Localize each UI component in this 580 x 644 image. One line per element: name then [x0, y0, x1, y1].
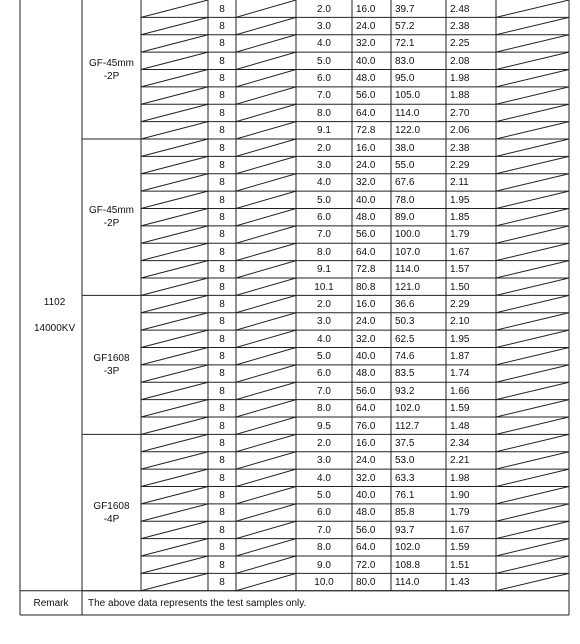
table-cell: 83.5	[395, 368, 415, 380]
table-cell: 2.11	[450, 177, 469, 189]
diagonal-strike	[141, 243, 208, 260]
diagonal-strike	[236, 487, 296, 504]
table-cell: 121.0	[395, 281, 421, 293]
diagonal-strike	[236, 139, 296, 156]
table-cell: 9.5	[317, 420, 331, 432]
table-cell: 16.0	[356, 298, 376, 310]
table-cell: 56.0	[356, 524, 376, 536]
table-cell: 114.0	[395, 264, 420, 276]
diagonal-strike	[236, 348, 296, 365]
diagonal-strike	[236, 87, 296, 104]
diagonal-strike	[141, 400, 208, 417]
table-cell: 64.0	[356, 403, 376, 415]
diagonal-strike	[141, 417, 208, 434]
table-cell: 5.0	[317, 490, 331, 501]
table-cell: 4.0	[317, 333, 331, 345]
diagonal-strike	[141, 365, 208, 382]
diagonal-strike	[496, 521, 569, 538]
table-cell: 1.85	[450, 212, 470, 223]
table-cell: 1.95	[450, 194, 470, 206]
diagonal-strike	[141, 295, 208, 312]
table-cell: 16.0	[356, 142, 376, 154]
table-cell: 8	[219, 420, 225, 432]
table-cell: 48.0	[356, 368, 376, 380]
diagonal-strike	[496, 400, 569, 417]
table-cell: 8	[219, 507, 225, 519]
table-cell: 4.0	[317, 472, 331, 484]
table-cell: 2.0	[317, 142, 331, 154]
table-cell: 80.8	[356, 281, 376, 293]
table-cell: 105.0	[395, 90, 421, 102]
diagonal-strike	[141, 278, 208, 295]
table-cell: 48.0	[356, 507, 376, 519]
table-cell: 2.29	[450, 298, 470, 310]
diagonal-strike	[141, 539, 208, 556]
diagonal-strike	[496, 0, 569, 17]
table-cell: 37.5	[395, 437, 415, 449]
diagonal-strike	[141, 348, 208, 365]
table-cell: 6.0	[317, 368, 331, 380]
table-cell: 8	[219, 20, 225, 32]
diagonal-strike	[236, 52, 296, 69]
diagonal-strike	[141, 504, 208, 521]
table-cell: 95.0	[395, 73, 415, 84]
table-cell: 3.0	[317, 20, 331, 32]
table-cell: 1.51	[450, 559, 470, 571]
table-cell: 2.0	[317, 3, 331, 15]
diagonal-strike	[236, 521, 296, 538]
diagonal-strike	[236, 295, 296, 312]
table-cell: 1.98	[450, 73, 470, 84]
table-cell: 89.0	[395, 212, 415, 223]
table-cell: 56.0	[356, 229, 376, 241]
diagonal-strike	[141, 17, 208, 34]
propeller-model: GF-45mm -2P	[89, 57, 134, 82]
diagonal-strike	[236, 70, 296, 87]
diagonal-strike	[141, 70, 208, 87]
diagonal-strike	[236, 0, 296, 17]
diagonal-strike	[141, 469, 208, 486]
diagonal-strike	[236, 365, 296, 382]
diagonal-strike	[236, 556, 296, 573]
propeller-model: GF1608 -4P	[93, 500, 130, 525]
table-cell: 16.0	[356, 3, 376, 15]
table-cell: 8	[219, 264, 225, 276]
diagonal-strike	[496, 35, 569, 52]
table-cell: 2.70	[450, 107, 470, 119]
table-cell: 40.0	[356, 194, 376, 206]
diagonal-strike	[236, 156, 296, 173]
table-cell: 93.7	[395, 524, 415, 536]
diagonal-strike	[496, 104, 569, 121]
table-cell: 8	[219, 524, 225, 536]
table-cell: 1.50	[450, 281, 470, 293]
diagonal-strike	[496, 382, 569, 399]
table-cell: 74.6	[395, 351, 415, 362]
diagonal-strike	[141, 139, 208, 156]
table-cell: 5.0	[317, 351, 331, 362]
table-cell: 1.98	[450, 472, 470, 484]
table-cell: 8	[219, 316, 225, 328]
table-cell: 32.0	[356, 333, 376, 345]
motor-model	[20, 283, 78, 348]
table-cell: 76.1	[395, 490, 415, 501]
table-cell: 48.0	[356, 73, 376, 84]
table-cell: 38.0	[395, 142, 415, 154]
table-cell: 2.34	[450, 437, 470, 449]
diagonal-strike	[236, 382, 296, 399]
table-cell: 114.0	[395, 107, 420, 119]
diagonal-strike	[141, 434, 208, 451]
diagonal-strike	[141, 52, 208, 69]
diagonal-strike	[236, 209, 296, 226]
table-cell: 1.74	[450, 368, 470, 380]
diagonal-strike	[141, 330, 208, 347]
table-cell: 8	[219, 403, 225, 415]
table-cell: 56.0	[356, 90, 376, 102]
table-cell: 6.0	[317, 212, 331, 223]
diagonal-strike	[141, 521, 208, 538]
table-cell: 57.2	[395, 20, 415, 32]
diagonal-strike	[496, 504, 569, 521]
table-cell: 1.66	[450, 385, 470, 397]
table-cell: 8	[219, 455, 225, 467]
table-cell: 7.0	[317, 385, 331, 397]
table-cell: 107.0	[395, 246, 421, 258]
table-cell: 63.3	[395, 472, 415, 484]
table-cell: 8	[219, 194, 225, 206]
table-cell: 50.3	[395, 316, 415, 328]
table-cell: 1.43	[450, 576, 470, 588]
table-cell: 7.0	[317, 90, 331, 102]
table-cell: 8	[219, 559, 225, 571]
table-cell: 80.0	[356, 576, 376, 588]
diagonal-strike	[141, 122, 208, 139]
diagonal-strike	[236, 504, 296, 521]
diagonal-strike	[236, 174, 296, 191]
table-cell: 8	[219, 246, 225, 258]
table-cell: 102.0	[395, 542, 421, 554]
diagonal-strike	[496, 295, 569, 312]
diagonal-strike	[496, 313, 569, 330]
table-cell: 8	[219, 542, 225, 554]
table-cell: 8	[219, 73, 225, 84]
table-cell: 2.25	[450, 38, 470, 50]
diagonal-strike	[236, 313, 296, 330]
table-cell: 3.0	[317, 455, 331, 467]
table-cell: 48.0	[356, 212, 376, 223]
table-cell: 8	[219, 90, 225, 102]
table-cell: 8	[219, 107, 225, 119]
remark-label: Remark	[33, 598, 69, 609]
table-cell: 64.0	[356, 107, 376, 119]
table-cell: 8	[219, 3, 225, 15]
table-cell: 1.67	[450, 524, 470, 536]
table-cell: 8.0	[317, 107, 331, 119]
table-cell: 83.0	[395, 55, 415, 67]
diagonal-strike	[496, 52, 569, 69]
diagonal-strike	[496, 174, 569, 191]
table-cell: 1.79	[450, 229, 470, 241]
motor-kv-line2: 14000KV	[33, 323, 76, 334]
diagonal-strike	[141, 382, 208, 399]
diagonal-strike	[496, 556, 569, 573]
table-cell: 72.1	[395, 38, 415, 50]
table-cell: 1.95	[450, 333, 470, 345]
diagonal-strike	[496, 226, 569, 243]
table-cell: 32.0	[356, 38, 376, 50]
table-cell: 8	[219, 212, 225, 223]
diagonal-strike	[236, 226, 296, 243]
table-cell: 4.0	[317, 38, 331, 50]
propeller-model: GF1608 -3P	[93, 352, 130, 377]
diagonal-strike	[141, 209, 208, 226]
diagonal-strike	[236, 330, 296, 347]
table-cell: 24.0	[356, 316, 376, 328]
table-cell: 1.59	[450, 542, 470, 554]
table-cell: 8	[219, 142, 225, 154]
table-cell: 8	[219, 385, 225, 397]
table-cell: 40.0	[356, 351, 376, 362]
table-cell: 4.0	[317, 177, 331, 189]
table-cell: 1.48	[450, 420, 470, 432]
table-cell: 72.8	[356, 125, 376, 137]
diagonal-strike	[236, 573, 296, 590]
table-cell: 9.0	[317, 559, 331, 571]
diagonal-strike	[496, 539, 569, 556]
table-cell: 8.0	[317, 246, 331, 258]
table-cell: 93.2	[395, 385, 415, 397]
diagonal-strike	[141, 35, 208, 52]
table-cell: 8	[219, 298, 225, 310]
table-cell: 8	[219, 281, 225, 293]
table-cell: 72.0	[356, 559, 376, 571]
table-cell: 8	[219, 472, 225, 484]
table-cell: 85.8	[395, 507, 415, 519]
table-cell: 1.59	[450, 403, 470, 415]
table-cell: 8	[219, 177, 225, 189]
table-cell: 5.0	[317, 194, 331, 206]
table-cell: 24.0	[356, 455, 376, 467]
diagonal-strike	[141, 191, 208, 208]
table-cell: 55.0	[395, 159, 415, 171]
table-cell: 32.0	[356, 177, 376, 189]
table-cell: 40.0	[356, 55, 376, 67]
table-cell: 1.88	[450, 90, 470, 102]
table-cell: 39.7	[395, 3, 415, 15]
diagonal-strike	[496, 452, 569, 469]
diagonal-strike	[496, 417, 569, 434]
table-cell: 1.79	[450, 507, 470, 519]
table-cell: 67.6	[395, 177, 415, 189]
table-cell: 8	[219, 333, 225, 345]
diagonal-strike	[236, 452, 296, 469]
table-cell: 24.0	[356, 20, 376, 32]
table-cell: 1.57	[450, 264, 470, 276]
table-cell: 8	[219, 576, 225, 588]
table-cell: 2.06	[450, 125, 470, 137]
table-cell: 32.0	[356, 472, 376, 484]
table-cell: 3.0	[317, 316, 331, 328]
table-cell: 78.0	[395, 194, 415, 206]
table-cell: 8	[219, 38, 225, 50]
diagonal-strike	[236, 469, 296, 486]
diagonal-strike	[141, 573, 208, 590]
table-cell: 8	[219, 351, 225, 362]
table-cell: 62.5	[395, 333, 415, 345]
diagonal-strike	[496, 191, 569, 208]
diagonal-strike	[496, 261, 569, 278]
table-cell: 64.0	[356, 542, 376, 554]
diagonal-strike	[236, 417, 296, 434]
diagonal-strike	[141, 87, 208, 104]
table-cell: 2.0	[317, 437, 331, 449]
diagonal-strike	[236, 400, 296, 417]
table-cell: 2.21	[450, 455, 470, 467]
table-cell: 122.0	[395, 125, 421, 137]
table-cell: 8	[219, 55, 225, 67]
diagonal-strike	[496, 70, 569, 87]
diagonal-strike	[236, 261, 296, 278]
diagonal-strike	[236, 104, 296, 121]
table-cell: 9.1	[317, 264, 331, 276]
table-cell: 1.87	[450, 351, 470, 362]
table-cell: 6.0	[317, 73, 331, 84]
table-cell: 8	[219, 368, 225, 380]
diagonal-strike	[496, 330, 569, 347]
diagonal-strike	[141, 452, 208, 469]
table-cell: 1.67	[450, 246, 470, 258]
table-cell: 24.0	[356, 159, 376, 171]
table-cell: 7.0	[317, 229, 331, 241]
diagonal-strike	[496, 348, 569, 365]
diagonal-strike	[496, 487, 569, 504]
table-cell: 2.0	[317, 298, 331, 310]
diagonal-strike	[236, 434, 296, 451]
table-cell: 40.0	[356, 490, 376, 501]
diagonal-strike	[236, 35, 296, 52]
diagonal-strike	[141, 261, 208, 278]
table-cell: 112.7	[395, 420, 420, 432]
table-cell: 7.0	[317, 524, 331, 536]
table-cell: 102.0	[395, 403, 421, 415]
diagonal-strike	[496, 278, 569, 295]
table-cell: 72.8	[356, 264, 376, 276]
diagonal-strike	[236, 191, 296, 208]
table-cell: 56.0	[356, 385, 376, 397]
table-cell: 2.29	[450, 159, 470, 171]
diagonal-strike	[496, 139, 569, 156]
table-cell: 3.0	[317, 159, 331, 171]
motor-model-line1: 1102	[43, 297, 66, 308]
table-cell: 53.0	[395, 455, 415, 467]
table-cell: 100.0	[395, 229, 421, 241]
diagonal-strike	[141, 313, 208, 330]
table-cell: 8	[219, 125, 225, 137]
diagonal-strike	[496, 365, 569, 382]
table-cell: 8.0	[317, 542, 331, 554]
remark-text: The above data represents the test samples only.	[88, 598, 307, 609]
table-cell: 2.10	[450, 316, 470, 328]
diagonal-strike	[496, 87, 569, 104]
table-cell: 8.0	[317, 403, 331, 415]
diagonal-strike	[496, 434, 569, 451]
diagonal-strike	[496, 17, 569, 34]
table-cell: 10.0	[314, 576, 334, 588]
table-cell: 1.90	[450, 490, 470, 501]
table-cell: 64.0	[356, 246, 376, 258]
table-cell: 6.0	[317, 507, 331, 519]
table-cell: 108.8	[395, 559, 421, 571]
table-cell: 10.1	[314, 281, 334, 293]
diagonal-strike	[496, 156, 569, 173]
table-cell: 2.38	[450, 142, 470, 154]
diagonal-strike	[496, 243, 569, 260]
diagonal-strike	[236, 243, 296, 260]
table-cell: 16.0	[356, 437, 376, 449]
diagonal-strike	[141, 226, 208, 243]
diagonal-strike	[141, 174, 208, 191]
diagonal-strike	[141, 104, 208, 121]
diagonal-strike	[496, 209, 569, 226]
diagonal-strike	[236, 122, 296, 139]
table-cell: 8	[219, 159, 225, 171]
diagonal-strike	[141, 487, 208, 504]
table-cell: 2.38	[450, 20, 470, 32]
diagonal-strike	[141, 156, 208, 173]
table-cell: 36.6	[395, 298, 415, 310]
table-cell: 76.0	[356, 420, 376, 432]
table-cell: 2.08	[450, 55, 470, 67]
diagonal-strike	[141, 556, 208, 573]
table-cell: 2.48	[450, 3, 470, 15]
diagonal-strike	[236, 17, 296, 34]
table-cell: 8	[219, 490, 225, 501]
table-cell: 8	[219, 229, 225, 241]
diagonal-strike	[496, 469, 569, 486]
table-cell: 8	[219, 437, 225, 449]
diagonal-strike	[496, 122, 569, 139]
diagonal-strike	[496, 573, 569, 590]
diagonal-strike	[236, 278, 296, 295]
diagonal-strike	[141, 0, 208, 17]
table-cell: 5.0	[317, 55, 331, 67]
table-cell: 114.0	[395, 576, 420, 588]
diagonal-strike	[236, 539, 296, 556]
table-cell: 9.1	[317, 125, 331, 137]
propeller-model: GF-45mm -2P	[89, 205, 134, 230]
